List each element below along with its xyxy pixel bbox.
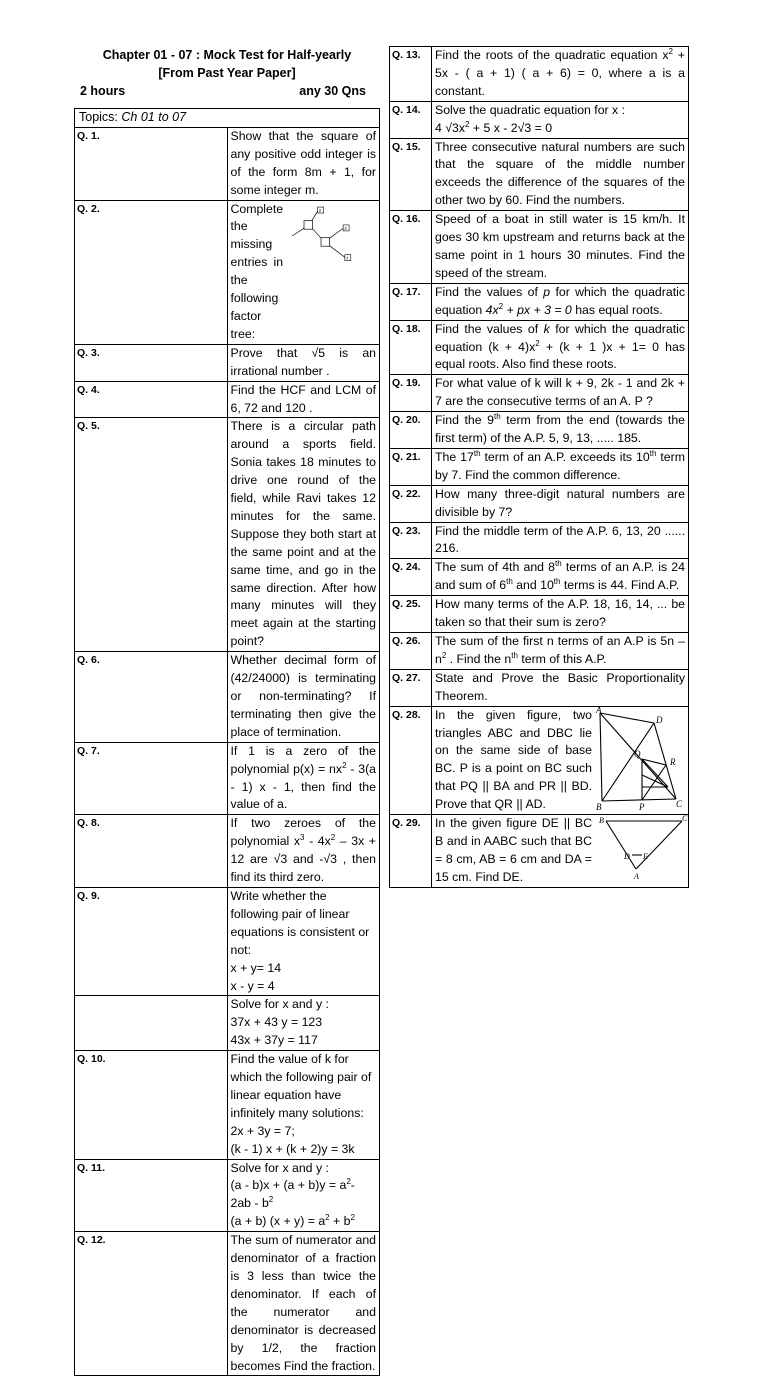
question-row [390, 669, 689, 706]
question-number: Q. 22. [390, 485, 432, 522]
question-text: The sum of numerator and denominator of a fraction is 3 less than twice the denominator. If each of the numerator and denominator is decreased by 1/2, the fraction becomes Find the fraction. [227, 1232, 380, 1376]
equation-1: 2x + 3y = 7; [230, 1123, 295, 1138]
question-row [390, 633, 689, 670]
question-row [75, 652, 380, 743]
question-number: Q. 5. [75, 418, 228, 652]
factor-label-2: 2 [318, 207, 322, 213]
question-row [75, 742, 380, 815]
question-row [75, 127, 380, 200]
question-number: Q. 1. [75, 127, 228, 200]
question-row [390, 47, 689, 102]
question-text: State and Prove the Basic Proportionality Theorem. [432, 669, 689, 706]
fig29-label-a: A [634, 872, 639, 882]
question-number: Q. 19. [390, 375, 432, 412]
question-row [75, 200, 380, 344]
question-row [390, 559, 689, 596]
question-number: Q. 15. [390, 138, 432, 211]
question-text: Solve for x and y : $(a - b)x + (a + b)y = a^2-$ $2ab - b^2$ (a + b) $(x + y) = a^2 + b^2$ [227, 1159, 380, 1232]
question-row [390, 283, 689, 320]
equation-1: 37x + 43 y = 123 [230, 1015, 323, 1030]
question-number [75, 996, 228, 1051]
question-number: Q. 14. [390, 101, 432, 138]
document-header [74, 46, 380, 100]
question-row [75, 887, 380, 995]
question-number: Q. 25. [390, 596, 432, 633]
fig28-label-r: R [670, 756, 676, 767]
question-row [390, 448, 689, 485]
question-number: Q. 6. [75, 652, 228, 743]
fig29-label-e: E [643, 852, 648, 862]
question-row [390, 138, 689, 211]
question-row [75, 1232, 380, 1376]
question-row [390, 522, 689, 559]
equation-2: (k - 1) x + (k + 2)y = 3k [230, 1141, 355, 1156]
question-number: Q. 18. [390, 320, 432, 375]
fig28-label-a: A [596, 706, 602, 715]
question-text: For what value of k will k + 9, 2k - 1 and 2k + 7 are the consecutive terms of an A. P ? [432, 375, 689, 412]
right-question-table [389, 46, 689, 888]
equation-2: 43x + 37y = 117 [230, 1033, 318, 1048]
question-number: Q. 10. [75, 1051, 228, 1159]
topics-row [75, 109, 380, 128]
question-row [390, 101, 689, 138]
question-text: Three consecutive natural numbers are such that the square of the middle number exceeds the difference of the squares of the other two by 60. Find the numbers. [432, 138, 689, 211]
question-number: Q. 12. [75, 1232, 228, 1376]
question-text: Complete the missing entries in the following factor tree: [230, 201, 284, 341]
question-text: Solve for x and y : 37x + 43 y = 123 43x + 37y = 117 [227, 996, 380, 1051]
question-text: Find the 9th term from the end (towards the first term) of the A.P. 5, 9, 13, ..... 185. [432, 412, 689, 449]
question-number: Q. 4. [75, 381, 228, 418]
question-row [75, 1051, 380, 1159]
question-text: Find the middle term of the A.P. 6, 13, 20 ...... 216. [432, 522, 689, 559]
question-text: In the given figure DE || BC B and in AABC such that BC = 8 cm, AB = 6 cm and DA = 15 cm. Find DE. [435, 816, 592, 884]
equation-1: x + y= 14 [230, 960, 282, 975]
left-question-table [74, 108, 380, 1376]
fig28-label-b: B [596, 801, 602, 811]
equation-2: x - y = 4 [230, 978, 275, 993]
question-row [75, 418, 380, 652]
question-text: Find the value of k for which the following pair of linear equation have infinitely many solutions: 2x + 3y = 7; (k - 1) x + (k + 2)y = 3k [227, 1051, 380, 1159]
question-number: Q. 11. [75, 1159, 228, 1232]
question-row [390, 596, 689, 633]
question-number: Q. 29. [390, 815, 432, 888]
question-text: Prove that √5 is an irrational number . [227, 344, 380, 381]
question-number: Q. 26. [390, 633, 432, 670]
question-number: Q. 17. [390, 283, 432, 320]
topics-label: Topics: [79, 110, 118, 124]
question-text: Show that the square of any positive odd integer is of the form 8m + 1, for some integer m. [227, 127, 380, 200]
question-row [75, 996, 380, 1051]
question-text: Find the values of k for which the quadratic equation $(k + 4)x^2 + (k + 1$ )x + 1= 0 has equal roots. Also find these roots. [432, 320, 689, 375]
question-row [390, 815, 689, 888]
right-column [389, 46, 689, 888]
question-text: Write whether the following pair of linear equations is consistent or not: x + y= 14 x - y = 4 [227, 887, 380, 995]
factor-tree-figure [287, 201, 379, 271]
question-number: Q. 7. [75, 742, 228, 815]
question-row [75, 381, 380, 418]
question-row [390, 706, 689, 814]
question-number: Q. 20. [390, 412, 432, 449]
question-number: Q. 28. [390, 706, 432, 814]
question-row [390, 485, 689, 522]
fig29-label-b: B [599, 816, 604, 826]
duration: 2 hours [80, 84, 126, 98]
question-number: Q. 3. [75, 344, 228, 381]
question-number: Q. 8. [75, 815, 228, 888]
question-text: How many terms of the A.P. 18, 16, 14, ... be taken so that their sum is zero? [432, 596, 689, 633]
title-line-1: Chapter 01 - 07 : Mock Test for Half-yearly [102, 48, 352, 62]
question-row [390, 375, 689, 412]
left-column [74, 46, 380, 1376]
question-text: Find the roots of the quadratic equation $x^2 + 5x$ - ( a + 1) ( a + 6) = 0, where a is a constant. [432, 47, 689, 102]
fig28-label-q: Q [634, 748, 641, 759]
question-number: Q. 27. [390, 669, 432, 706]
question-number: Q. 23. [390, 522, 432, 559]
question-number: Q. 9. [75, 887, 228, 995]
fig28-label-d: D [656, 714, 663, 725]
question-number: Q. 21. [390, 448, 432, 485]
topics-value: Ch 01 to 07 [121, 110, 187, 124]
question-row [75, 1159, 380, 1232]
factor-label-3: 3 [344, 225, 347, 231]
question-text: The 17th term of an A.P. exceeds its 10th term by 7. Find the common difference. [432, 448, 689, 485]
factor-label-7: 7 [346, 255, 349, 261]
triangles-abc-dbc-figure [596, 707, 688, 811]
question-text: If two zeroes of the polynomial $x^3 - 4x^2 - 3x + 12$ are √3 and -√3 , then find its third zero. [227, 815, 380, 888]
fig29-label-d: D [624, 852, 630, 862]
question-text: Find the HCF and LCM of 6, 72 and 120 . [227, 381, 380, 418]
fig29-label-c: C [682, 815, 688, 824]
question-text: If 1 is a zero of the polynomial $p(x) = nx^2 - 3(a - 1)$ x - 1, then find the value of a. [227, 742, 380, 815]
equation-2: (a + b) $(x + y) = a^2 + b^2$ [230, 1213, 355, 1229]
instructions: any 30 Qns [299, 84, 366, 98]
question-text: Whether decimal form of (42/24000) is terminating or non-terminating? If terminating then give the place of termination. [227, 652, 380, 743]
question-text: Find the values of p for which the quadratic equation $4x^2$ + px + 3 = 0 has equal roots. [432, 283, 689, 320]
question-text: Speed of a boat in still water is 15 km/h. It goes 30 km upstream and returns back at the same point in 1 hours 30 minutes. Find the speed of the stream. [432, 211, 689, 284]
equation-1: $(a - b)x + (a + b)y = a^2-$ $2ab - b^2$ [230, 1177, 355, 1211]
title-line-2: [From Past Year Paper] [158, 66, 296, 80]
fig28-label-p: P [639, 801, 645, 811]
question-number: Q. 16. [390, 211, 432, 284]
question-row [390, 412, 689, 449]
fig28-label-c: C [676, 798, 683, 809]
question-number: Q. 24. [390, 559, 432, 596]
question-row [390, 320, 689, 375]
question-row [75, 344, 380, 381]
question-text: In the given figure, two triangles ABC and DBC lie on the same side of base BC. P is a point on BC such that PQ || BA and PR || BD. Prove that QR || AD. [435, 707, 592, 812]
question-text: Solve the quadratic equation for x : 4 $√3x^2 + 5$ x - 2√3 = 0 [432, 101, 689, 138]
question-text: How many three-digit natural numbers are divisible by 7? [432, 485, 689, 522]
triangle-de-bc-figure [596, 815, 688, 881]
question-text: There is a circular path around a sports field. Sonia takes 18 minutes to drive one round of the field, while Ravi takes 12 minutes for the same. Suppose they both start at the same point and at the same time, and go in the same direction. After how many minutes will they meet again at the starting point? [227, 418, 380, 652]
question-text: The sum of 4th and 8th terms of an A.P. is 24 and sum of 6th and 10th terms is 44. Find A.P. [432, 559, 689, 596]
question-number: Q. 13. [390, 47, 432, 102]
question-text: The sum of the first n terms of an A.P is $5n - n^2$ . Find the $n^{th}$ term of this A.P. [432, 633, 689, 670]
question-number: Q. 2. [75, 200, 228, 344]
question-row [390, 211, 689, 284]
question-row [75, 815, 380, 888]
